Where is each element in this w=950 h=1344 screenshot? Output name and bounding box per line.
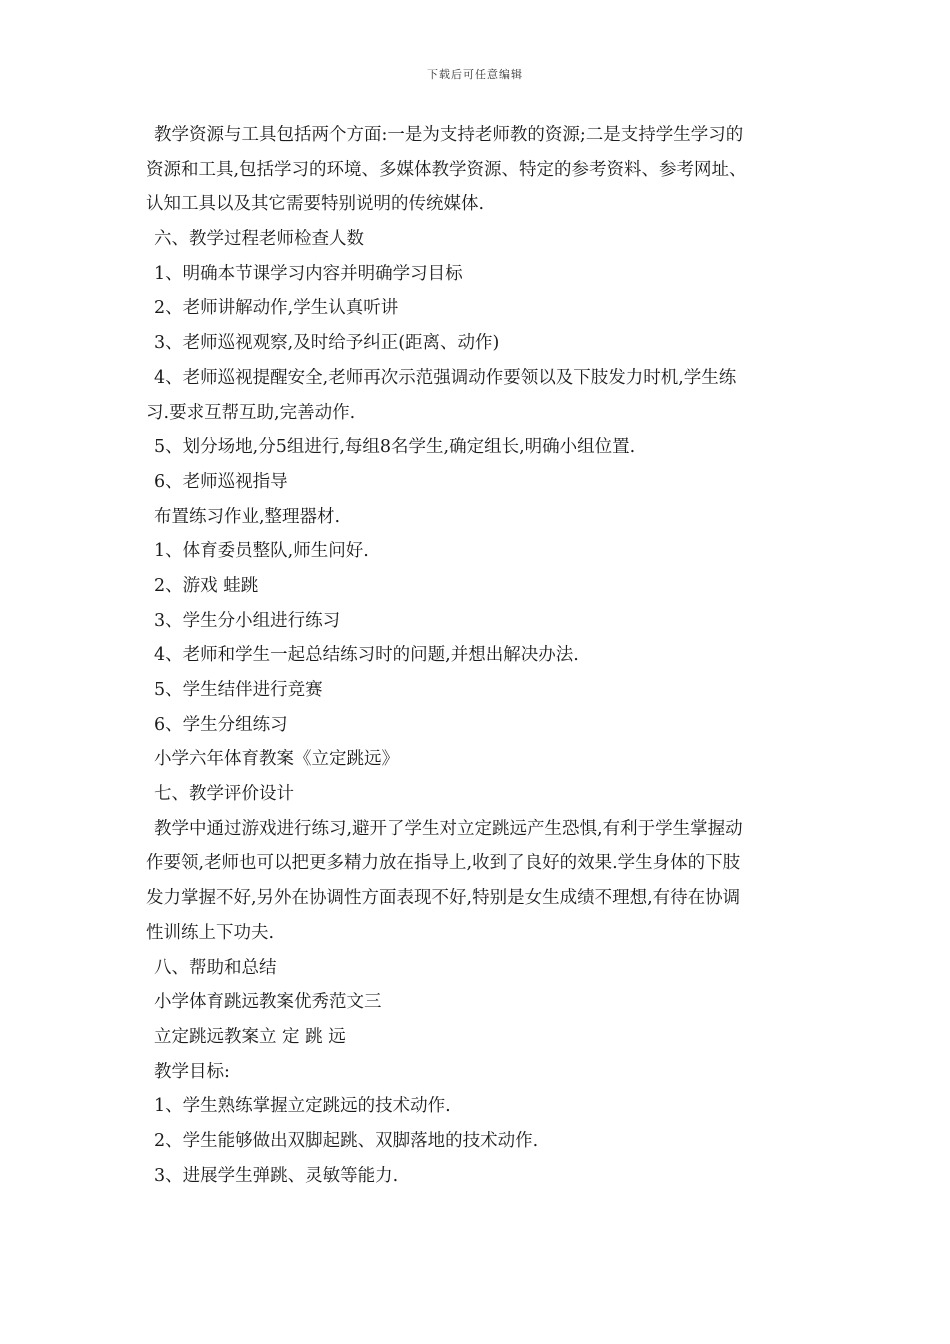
text-line: 习.要求互帮互助,完善动作. [146, 402, 356, 423]
document-body [146, 118, 818, 1193]
text-line: 六、教学过程老师检查人数 [154, 229, 364, 250]
text-line: 1、学生熟练掌握立定跳远的技术动作. [154, 1096, 451, 1117]
text-line: 2、学生能够做出双脚起跳、双脚落地的技术动作. [154, 1130, 539, 1151]
text-line: 3、进展学生弹跳、灵敏等能力. [154, 1165, 399, 1186]
text-line: 八、帮助和总结 [154, 957, 277, 978]
text-line: 布置练习作业,整理器材. [154, 506, 341, 527]
text-line: 2、游戏 蛙跳 [154, 575, 259, 596]
text-line: 2、老师讲解动作,学生认真听讲 [154, 298, 399, 319]
text-line: 性训练上下功夫. [146, 922, 275, 943]
text-line: 3、学生分小组进行练习 [154, 610, 341, 631]
text-line: 七、教学评价设计 [154, 784, 294, 805]
text-line: 1、体育委员整队,师生问好. [154, 541, 369, 562]
text-line: 教学目标: [154, 1061, 230, 1082]
text-line: 小学六年体育教案《立定跳远》 [154, 749, 399, 770]
text-line: 立定跳远教案立 定 跳 远 [154, 1026, 346, 1047]
text-line: 教学资源与工具包括两个方面:一是为支持老师教的资源;二是支持学生学习的 [154, 125, 744, 145]
text-line: 3、老师巡视观察,及时给予纠正(距离、动作) [154, 333, 500, 354]
text-line: 4、老师巡视提醒安全,老师再次示范强调动作要领以及下肢发力时机,学生练 [154, 367, 737, 388]
text-line: 小学体育跳远教案优秀范文三 [154, 992, 382, 1013]
text-line: 5、划分场地,分5组进行,每组8名学生,确定组长,明确小组位置. [154, 437, 636, 458]
text-line: 1、明确本节课学习内容并明确学习目标 [154, 263, 463, 284]
text-line: 6、学生分组练习 [154, 714, 288, 735]
page-header-note: 下载后可任意编辑 [427, 68, 523, 81]
text-line: 认知工具以及其它需要特别说明的传统媒体. [146, 194, 485, 215]
text-line: 发力掌握不好,另外在协调性方面表现不好,特别是女生成绩不理想,有待在协调 [146, 888, 741, 909]
text-line: 教学中通过游戏进行练习,避开了学生对立定跳远产生恐惧,有利于学生掌握动 [154, 818, 743, 839]
text-line: 4、老师和学生一起总结练习时的问题,并想出解决办法. [154, 645, 579, 666]
text-line: 6、老师巡视指导 [154, 471, 288, 492]
text-line: 作要领,老师也可以把更多精力放在指导上,收到了良好的效果.学生身体的下肢 [146, 853, 741, 874]
text-line: 5、学生结伴进行竞赛 [154, 680, 323, 700]
text-line: 资源和工具,包括学习的环境、多媒体教学资源、特定的参考资料、参考网址、 [146, 159, 747, 180]
